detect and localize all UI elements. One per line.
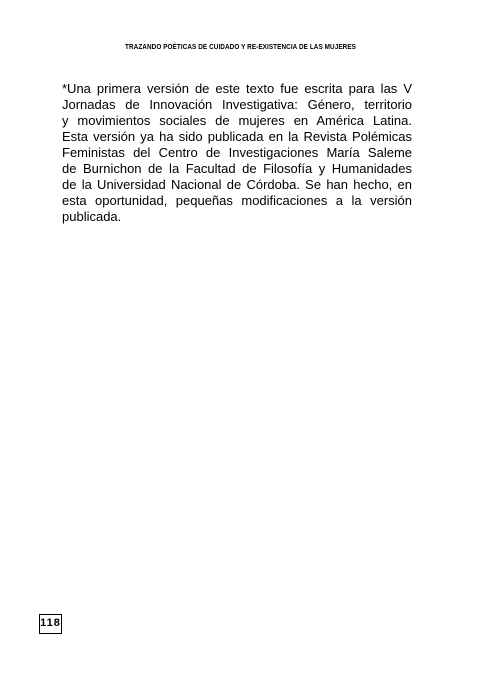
footnote-line: Esta versión ya ha sido publicada en la Revista Polémicas: [62, 129, 412, 144]
footnote-line: publicada.: [62, 209, 122, 224]
footnote-line: de Burnichon de la Facultad de Filosofía y Humanidades: [62, 161, 412, 176]
footnote-line: y movimientos sociales de mujeres en América Latina.: [62, 113, 412, 128]
footnote-line: esta oportunidad, pequeñas modificaciones a la versión: [62, 193, 412, 208]
running-header: TRAZANDO POÉTICAS DE CUIDADO Y RE-EXISTENCIA DE LAS MUJERES: [125, 42, 356, 51]
footnote-line: Jornadas de Innovación Investigativa: Género, territorio: [62, 97, 412, 112]
footnote-line: de la Universidad Nacional de Córdoba. Se han hecho, en: [62, 177, 412, 192]
page-number: 118: [39, 614, 62, 634]
footnote-line: *Una primera versión de este texto fue escrita para las V: [62, 81, 412, 96]
footnote-line: Feministas del Centro de Investigaciones María Saleme: [62, 145, 412, 160]
footnote-paragraph: [62, 81, 412, 225]
